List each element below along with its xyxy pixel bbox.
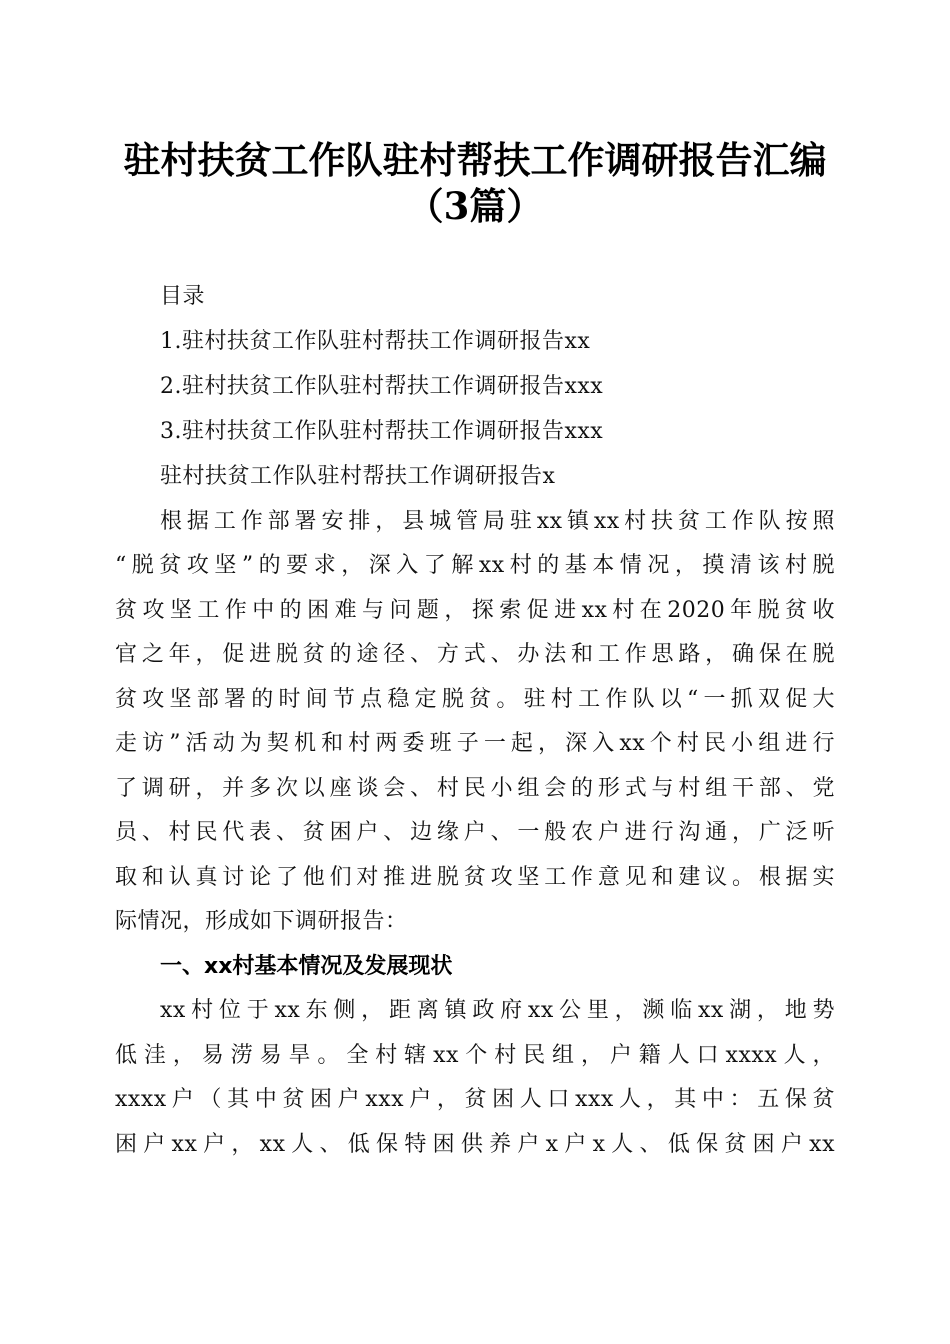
paragraph-line: 贫攻坚工作中的困难与问题，探索促进xx村在2020年脱贫收 bbox=[115, 598, 835, 623]
paragraph-line: 官之年，促进脱贫的途径、方式、办法和工作思路，确保在脱 bbox=[115, 642, 835, 667]
toc-heading: 目录 bbox=[160, 284, 206, 309]
paragraph-line: xx村位于xx东侧，距离镇政府xx公里，濒临xx湖，地势 bbox=[160, 998, 835, 1023]
paragraph-line: 取和认真讨论了他们对推进脱贫攻坚工作意见和建议。根据实 bbox=[115, 865, 835, 890]
paragraph-line: 困户xx户，xx人、低保特困供养户x户x人、低保贫困户xx bbox=[115, 1132, 835, 1157]
paragraph-line: 贫攻坚部署的时间节点稳定脱贫。驻村工作队以“一抓双促大 bbox=[115, 687, 835, 712]
paragraph-line: 根据工作部署安排，县城管局驻xx镇xx村扶贫工作队按照 bbox=[160, 509, 835, 534]
section-heading: 一、xx村基本情况及发展现状 bbox=[160, 954, 453, 979]
paragraph-line: 走访”活动为契机和村两委班子一起，深入xx个村民小组进行 bbox=[115, 731, 835, 756]
paragraph-line: 了调研，并多次以座谈会、村民小组会的形式与村组干部、党 bbox=[115, 776, 835, 801]
paragraph-line: 际情况，形成如下调研报告： bbox=[115, 909, 408, 934]
paragraph-line: xxxx户（其中贫困户xxx户，贫困人口xxx人，其中：五保贫 bbox=[115, 1087, 835, 1112]
toc-item: 3.驻村扶贫工作队驻村帮扶工作调研报告xxx bbox=[160, 419, 604, 444]
toc-item: 2.驻村扶贫工作队驻村帮扶工作调研报告xxx bbox=[160, 374, 604, 399]
paragraph-line: “脱贫攻坚”的要求，深入了解xx村的基本情况，摸清该村脱 bbox=[115, 553, 835, 578]
document-title-count: （3篇） bbox=[406, 184, 544, 228]
article-title: 驻村扶贫工作队驻村帮扶工作调研报告x bbox=[160, 464, 556, 489]
paragraph-line: 员、村民代表、贫困户、边缘户、一般农户进行沟通，广泛听 bbox=[115, 820, 835, 845]
paragraph-line: 低洼，易涝易旱。全村辖xx个村民组，户籍人口xxxx人， bbox=[115, 1043, 835, 1068]
toc-item: 1.驻村扶贫工作队驻村帮扶工作调研报告xx bbox=[160, 329, 591, 354]
document-title: 驻村扶贫工作队驻村帮扶工作调研报告汇编 bbox=[123, 138, 827, 182]
